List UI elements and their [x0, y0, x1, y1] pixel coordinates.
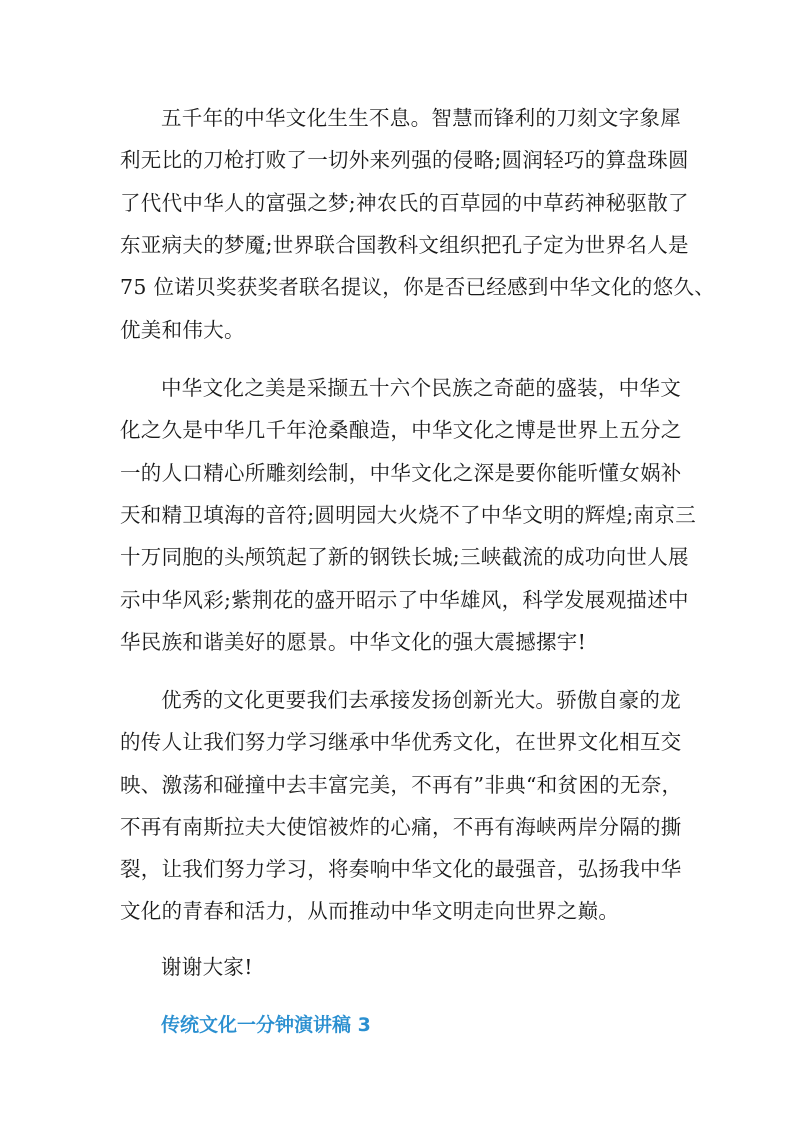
- text-line: 十万同胞的头颅筑起了新的钢铁长城;三峡截流的成功向世人展: [120, 545, 689, 569]
- text-line: 了代代中华人的富强之梦;神农氏的百草园的中草药神秘驱散了: [120, 191, 689, 215]
- text-line: 化之久是中华几千年沧桑酿造，中华文化之博是世界上五分之: [120, 418, 682, 442]
- text-line: 示中华风彩;紫荆花的盛开昭示了中华雄风，科学发展观描述中: [120, 588, 689, 612]
- text-line: 优美和伟大。: [120, 318, 245, 342]
- section-heading: 传统文化一分钟演讲稿 3: [161, 1014, 371, 1036]
- text-line: 一的人口精心所雕刻绘制，中华文化之深是要你能听懂女娲补: [120, 461, 682, 485]
- text-line: 优秀的文化更要我们去承接发扬创新光大。骄傲自豪的龙: [161, 688, 681, 712]
- text-line: 文化的青春和活力，从而推动中华文明走向世界之巅。: [120, 899, 620, 923]
- text-line: 映、激荡和碰撞中去丰富完美，不再有”非典“和贫困的无奈，: [120, 773, 683, 797]
- text-line: 的传人让我们努力学习继承中华优秀文化，在世界文化相互交: [120, 730, 682, 754]
- text-line: 不再有南斯拉夫大使馆被炸的心痛，不再有海峡两岸分隔的撕: [120, 815, 682, 839]
- text-line: 利无比的刀枪打败了一切外来列强的侵略;圆润轻巧的算盘珠圆: [120, 148, 689, 172]
- text-line: 75 位诺贝奖获奖者联名提议，你是否已经感到中华文化的悠久、: [120, 275, 716, 299]
- text-line: 东亚病夫的梦魇;世界联合国教科文组织把孔子定为世界名人是: [120, 233, 689, 257]
- text-line: 裂，让我们努力学习，将奏响中华文化的最强音，弘扬我中华: [120, 857, 682, 881]
- closing-line: 谢谢大家!: [161, 955, 253, 979]
- text-line: 华民族和谐美好的愿景。中华文化的强大震撼摞宇!: [120, 630, 587, 654]
- text-line: 中华文化之美是采撷五十六个民族之奇葩的盛装，中华文: [161, 376, 681, 400]
- text-line: 五千年的中华文化生生不息。智慧而锋利的刀刻文字象犀: [161, 106, 681, 130]
- text-line: 天和精卫填海的音符;圆明园大火烧不了中华文明的辉煌;南京三: [120, 503, 697, 527]
